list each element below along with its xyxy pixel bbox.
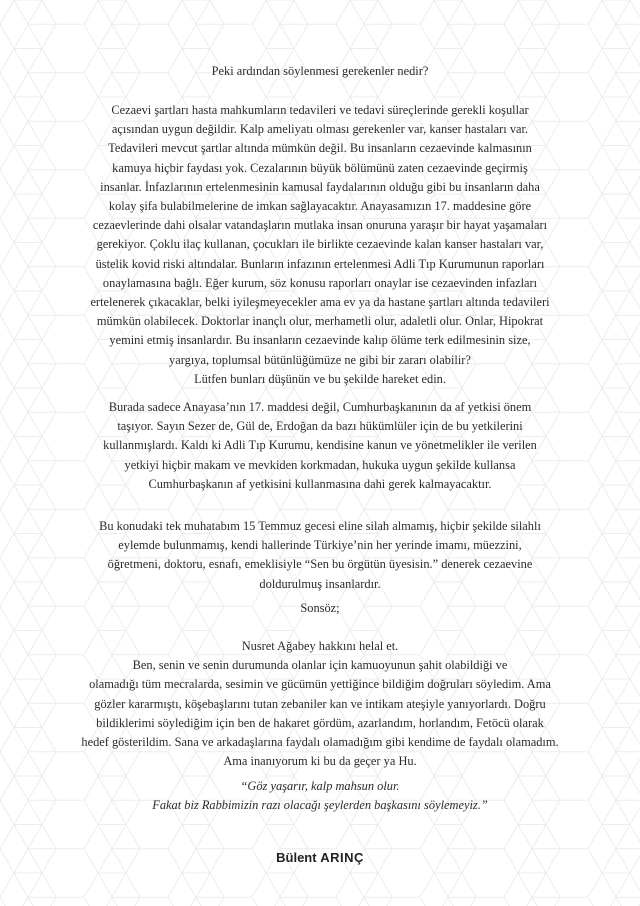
signature (0, 850, 640, 865)
text-line: taşıyor. Sayın Sezer de, Gül de, Erdoğan da bazı hükümlüler için de bu yetkilerini (117, 419, 523, 434)
text-line: hedef gösterildim. Sana ve arkadaşlarına faydalı olamadığım gibi kendime de faydalı olamadım. (81, 735, 559, 750)
text-line: Tedavileri mevcut şartlar altında mümkün değil. Bu insanların cezaevinde kalmasının (108, 141, 532, 156)
paragraph-detainees (60, 517, 580, 594)
text-line: ertelenerek çıkacaklar, belki iyileşmeyecekler ama ev ya da hastane şartları altında tedavileri (90, 295, 550, 310)
paragraph-message-to-nusret (60, 637, 580, 771)
closing-heading: Sonsöz; (300, 601, 340, 615)
text-line: Ben, senin ve senin durumunda olanlar için kamuoyunun şahit olabildiği ve (132, 658, 508, 673)
text-line: insanlar. İnfazlarının ertelenmesinin kamusal faydalarının olduğu gibi bu insanların daha (100, 179, 540, 194)
text-line: “Göz yaşarır, kalp mahsun olur. (240, 779, 400, 793)
closing-quote (60, 777, 580, 815)
text-line: eylemde bulunmamış, kendi hallerinde Türkiye’nin her yerinde imamı, müezzini, (118, 538, 522, 553)
text-line: Burada sadece Anayasa’nın 17. maddesi değil, Cumhurbaşkanının da af yetkisi önem (108, 400, 532, 414)
text-line: bildiklerimi söylediğim için ben de hakaret gördüm, azarlandım, horlandım, Fetöcü olarak (96, 715, 544, 730)
text-line: yetkiyi hiçbir makam ve mevkiden korkmadan, hukuka uygun şekilde kullansa (124, 457, 516, 472)
text-line: öğretmeni, doktoru, esnafı, emeklisiyle “Sen bu örgütün üyesisin.” denerek cezaevine (107, 557, 533, 572)
text-line: kullanmışlardı. Kaldı ki Adli Tıp Kurumu, kendisine kanun ve yönetmelikler ile verilen (103, 438, 537, 453)
text-line: açısından uygun değildir. Kalp ameliyatı olması gerekenler var, kanser hastaları var. (111, 122, 529, 137)
text-line: yargıya, toplumsal bütünlüğümüze ne gibi bir zararı olabilir? (169, 352, 471, 367)
text-line: Ama inanıyorum ki bu da geçer ya Hu. (223, 754, 417, 769)
text-line: mümkün olabilecek. Doktorlar inançlı olur, merhametli olur, adaletli olur. Onlar, Hipokrat (96, 314, 544, 329)
paragraph-pardon-authority (60, 398, 580, 494)
text-line: doldurulmuş insanlardır. (259, 576, 381, 591)
text-line: Nusret Ağabey hakkını helal et. (241, 639, 399, 653)
text-line: Lütfen bunları düşünün ve bu şekilde hareket edin. (194, 371, 446, 386)
text-line: olamadığı tüm mecralarda, sesimin ve gücümün yettiğince bildiğim doğruları söyledim. Ama (89, 677, 551, 692)
text-line: Cezaevi şartları hasta mahkumların tedavileri ve tedavi süreçlerinde gerekli koşullar (111, 103, 529, 117)
text-line: kamuya hiçbir faydası yok. Cezalarının büyük bölümünü zaten cezaevinde geçirmiş (112, 160, 528, 175)
text-line: cezaevlerinde dahi olsalar vatandaşların mutlaka insan onuruna yaraşır bir hayat yaşamaları (92, 218, 548, 233)
text-line: gözler kararmıştı, köşebaşlarını tutan zebaniler kan ve intikam ateşiyle yanıyorlardı. Doğru (94, 696, 546, 711)
text-line: Bu konudaki tek muhatabım 15 Temmuz gecesi eline silah almamış, hiçbir şekilde silahlı (99, 519, 541, 533)
text-line: Fakat biz Rabbimizin razı olacağı şeylerden başkasını söylemeyiz.” (152, 798, 488, 813)
paragraph-prison-conditions (60, 101, 580, 389)
signature-last-name: ARINÇ (320, 850, 364, 865)
text-line: üstelik kovid riski altındalar. Bunların infazının ertelenmesi Adli Tıp Kurumunun raporları (95, 256, 545, 271)
text-line: gerekiyor. Çoklu ilaç kullanan, çocukları ile birlikte cezaevinde kalan kanser hastaları var, (96, 237, 544, 252)
text-line: kolay şifa bulabilmelerine de imkan sağlayacaktır. Anayasamızın 17. maddesine göre (108, 199, 532, 214)
opening-question: Peki ardından söylenmesi gerekenler nedir? (211, 64, 429, 78)
signature-first-name: Bülent (276, 850, 317, 865)
text-line: yemini etmiş insanlardır. Bu insanların cezaevinde kalıp ölüme terk edilmesinin size, (109, 333, 531, 348)
text-line: Cumhurbaşkanın af yetkisini kullanmasına dahi gerek kalmayacaktır. (148, 476, 492, 491)
text-line: onaylamasına bağlı. Eğer kurum, söz konusu raporları onaylar ise cezaevinden infazları (102, 275, 538, 290)
